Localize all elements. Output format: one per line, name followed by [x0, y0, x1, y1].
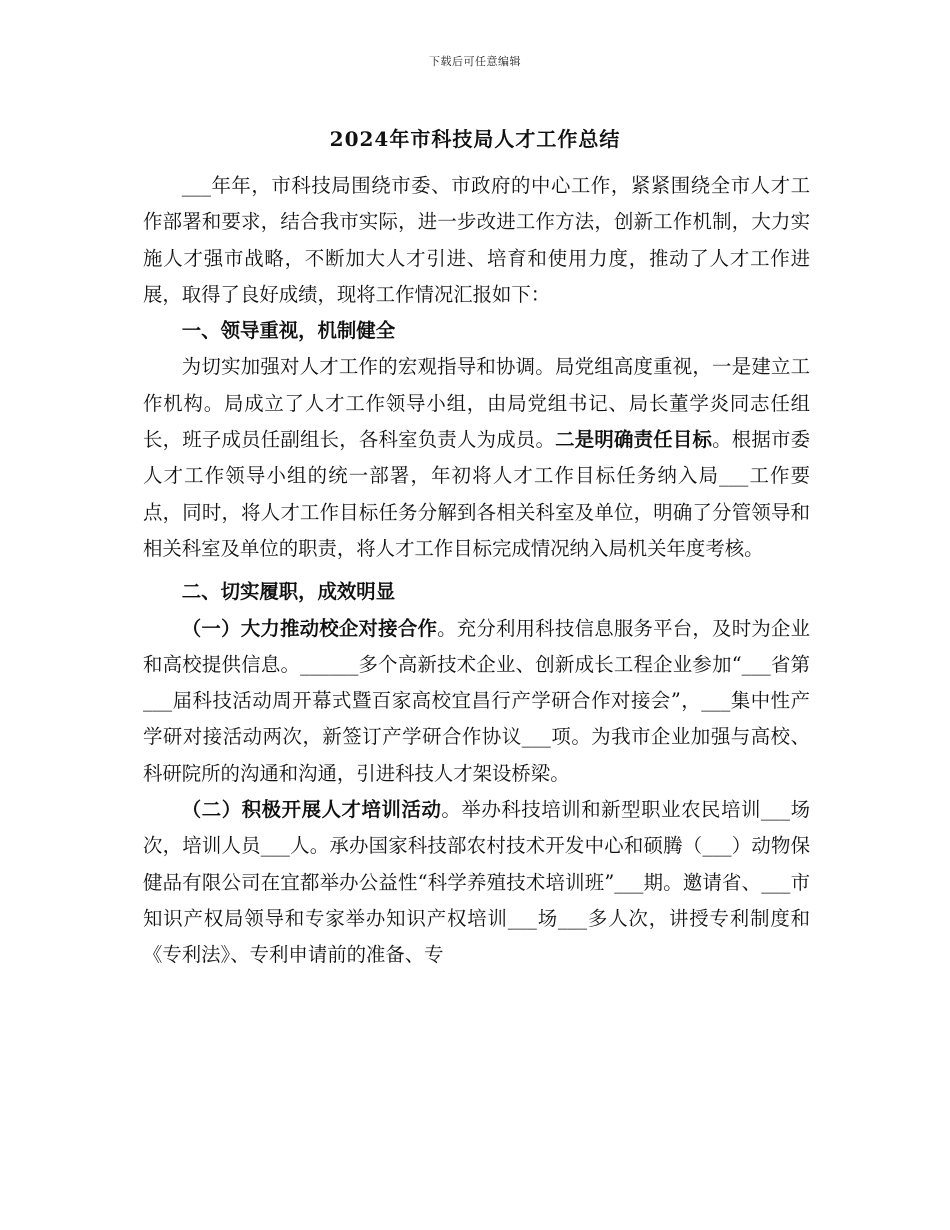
paragraph-cooperation-text: 。充分利用科技信息服务平台，及时为企业和高校提供信息。______多个高新技术企业、创新成长工程企业参加“___省第___届科技活动周开幕式暨百家高校宜昌行产学研合作对接会”，___集中性产学研对接活动两次，新签订产学研合作协议___项。为我市企业加强与高校、科研院所的沟通和沟通，引进科技人才架设桥梁。 [143, 616, 811, 785]
paragraph-training-text: 。举办科技培训和新型职业农民培训___场次，培训人员___人。承办国家科技部农村技术开发中心和硕腾（___）动物保健品有限公司在宜都举办公益性“科学养殖技术培训班”___期。邀请省、___市知识产权局领导和专家举办知识产权培训___场___多人次，讲授专利制度和《专利法》、专利申请前的准备、专 [143, 798, 811, 967]
paragraph-leadership-text-a: 为切实加强对人才工作的宏观指导和协调。局党组高度重视，一是建立工作机构。局成立了人才工作领导小组，由局党组书记、局长董学炎同志任组长，班子成员任副组长，各科室负责人为成员。 [143, 355, 810, 452]
document-body [143, 168, 810, 974]
paragraph-leadership-text-b: 。根据市委人才工作领导小组的统一部署，年初将人才工作目标任务纳入局___工作要点，同时，将人才工作目标任务分解到各相关科室及单位，明确了分管领导和相关科室及单位的职责，将人才工作目标完成情况纳入局机关年度考核。 [143, 428, 811, 560]
intro-paragraph: ___年年，市科技局围绕市委、市政府的中心工作，紧紧围绕全市人才工作部署和要求，结合我市实际，进一步改进工作方法，创新工作机制，大力实施人才强市战略，不断加大人才引进、培育和使用力度，推动了人才工作进展，取得了良好成绩，现将工作情况汇报如下： [143, 174, 810, 306]
paragraph-leadership [143, 349, 810, 567]
paragraph-training [143, 792, 810, 973]
paragraph-leadership-bold: 二是明确责任目标 [555, 428, 713, 452]
section-heading-1: 一、领导重视，机制健全 [181, 319, 396, 343]
paragraph-cooperation [143, 611, 810, 792]
document-title: 2024年市科技局人才工作总结 [329, 127, 621, 151]
paragraph-training-bold: （二）积极开展人才培训活动 [181, 798, 442, 822]
paragraph-cooperation-bold: （一）大力推动校企对接合作 [181, 616, 438, 640]
section-heading-2: 二、切实履职，成效明显 [181, 580, 396, 604]
header-note: 下载后可任意编辑 [429, 55, 521, 68]
